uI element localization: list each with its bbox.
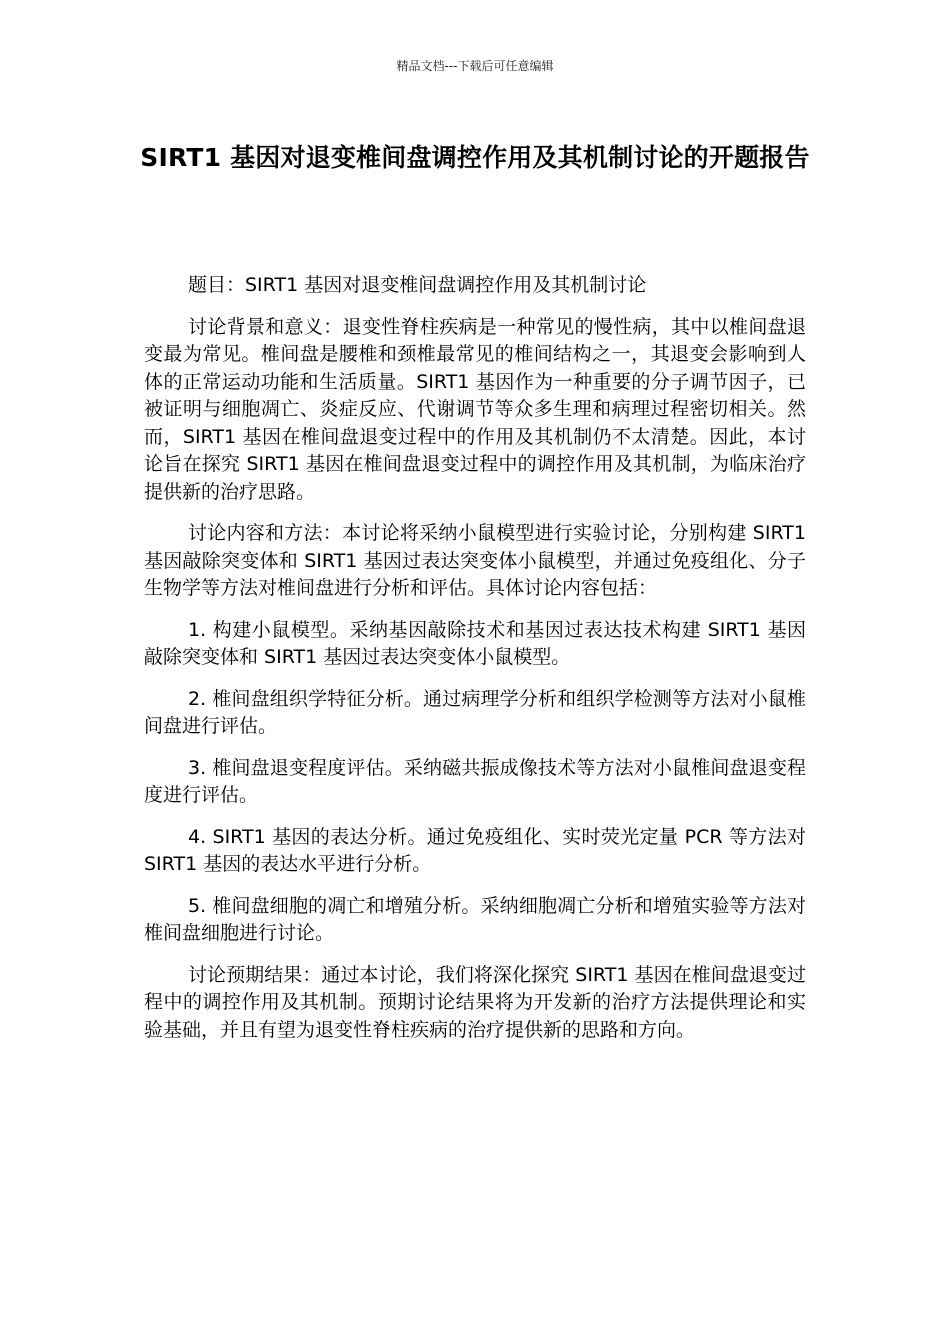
list-item-4: 4. SIRT1 基因的表达分析。通过免疫组化、实时荧光定量 PCR 等方法对 SIRT1 基因的表达水平进行分析。 — [144, 825, 806, 875]
list-item-3: 3. 椎间盘退变程度评估。采纳磁共振成像技术等方法对小鼠椎间盘退变程度进行评估。 — [144, 756, 806, 806]
list-item-1: 1. 构建小鼠模型。采纳基因敲除技术和基因过表达技术构建 SIRT1 基因敲除突变体和 SIRT1 基因过表达突变体小鼠模型。 — [144, 618, 806, 668]
document-body — [144, 272, 806, 1058]
list-item-5: 5. 椎间盘细胞的凋亡和增殖分析。采纳细胞凋亡分析和增殖实验等方法对椎间盘细胞进行讨论。 — [144, 894, 806, 944]
paragraph-background: 讨论背景和意义：退变性脊柱疾病是一种常见的慢性病，其中以椎间盘退变最为常见。椎间盘是腰椎和颈椎最常见的椎间结构之一，其退变会影响到人体的正常运动功能和生活质量。SIRT1 基因作为一种重要的分子调节因子，已被证明与细胞凋亡、炎症反应、代谢调节等众多生理和病理过程密切相关。然而，SIRT1 基因在椎间盘退变过程中的作用及其机制仍不太清楚。因此，本讨论旨在探究 SIRT1 基因在椎间盘退变过程中的调控作用及其机制，为临床治疗提供新的治疗思路。 — [144, 315, 806, 503]
paragraph-expected-results: 讨论预期结果：通过本讨论，我们将深化探究 SIRT1 基因在椎间盘退变过程中的调控作用及其机制。预期讨论结果将为开发新的治疗方法提供理论和实验基础，并且有望为退变性脊柱疾病的治疗提供新的思路和方向。 — [144, 963, 806, 1041]
document-title: SIRT1 基因对退变椎间盘调控作用及其机制讨论的开题报告 — [140, 143, 810, 172]
header-note: 精品文档---下载后可任意编辑 — [396, 59, 554, 73]
paragraph-methods: 讨论内容和方法：本讨论将采纳小鼠模型进行实验讨论，分别构建 SIRT1 基因敲除突变体和 SIRT1 基因过表达突变体小鼠模型，并通过免疫组化、分子生物学等方法对椎间盘进行分析和评估。具体讨论内容包括： — [144, 522, 806, 599]
paragraph-topic: 题目：SIRT1 基因对退变椎间盘调控作用及其机制讨论 — [188, 274, 647, 296]
list-item-2: 2. 椎间盘组织学特征分析。通过病理学分析和组织学检测等方法对小鼠椎间盘进行评估。 — [144, 687, 806, 737]
